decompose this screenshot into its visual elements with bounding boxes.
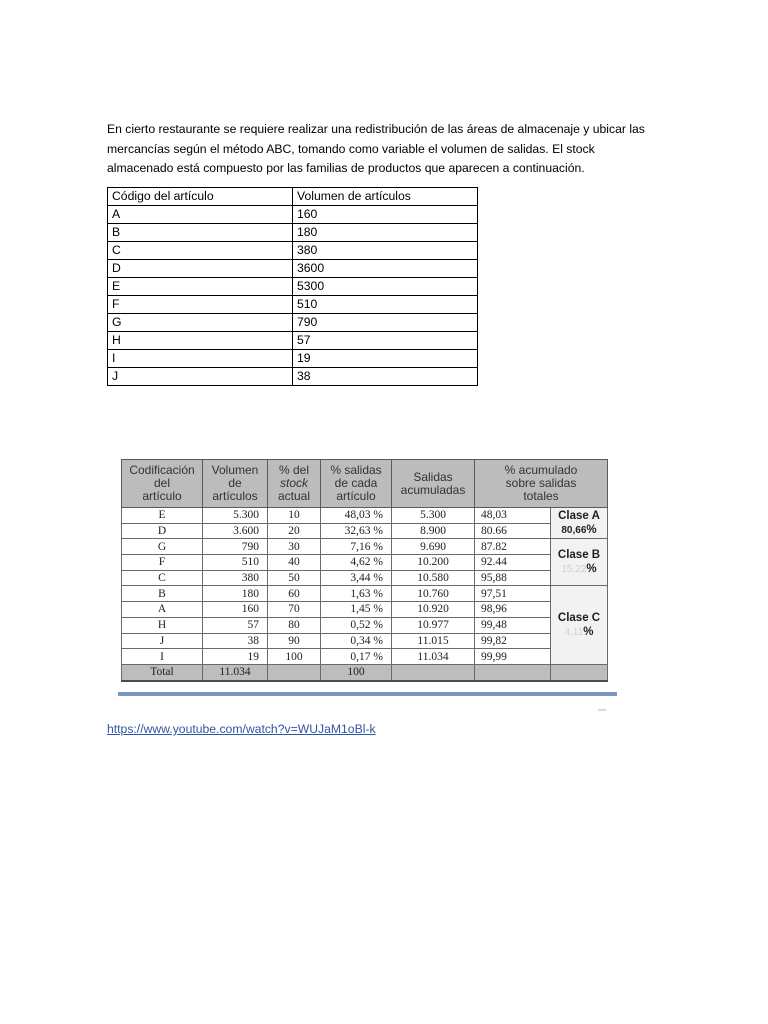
- class-b-cell: [551, 539, 608, 586]
- total-stock-cell: [268, 664, 321, 680]
- products-table-row: [108, 296, 478, 314]
- cum-outputs-cell: 9.690: [392, 539, 475, 555]
- code-cell: D: [122, 523, 203, 539]
- code-cell: G: [122, 539, 203, 555]
- products-table-row: [108, 224, 478, 242]
- cum-outputs-cell: 10.760: [392, 586, 475, 602]
- stock-cell: 70: [268, 602, 321, 618]
- abc-header-stock: % del stock actual: [268, 460, 321, 508]
- class-a-percent: 80,66: [561, 524, 587, 536]
- cum-pct-cell: 95,88: [475, 570, 551, 586]
- cum-outputs-cell: 10.920: [392, 602, 475, 618]
- pct-outputs-cell: 1,63 %: [321, 586, 392, 602]
- product-volume-cell: 57: [293, 332, 478, 350]
- products-table-row: [108, 242, 478, 260]
- pct-outputs-cell: 48,03 %: [321, 508, 392, 524]
- total-code-cell: Total: [122, 664, 203, 680]
- abc-table-row: [122, 617, 608, 633]
- cum-pct-cell: 98,96: [475, 602, 551, 618]
- cum-pct-cell: 99,48: [475, 617, 551, 633]
- class-c-name: Clase C: [557, 611, 601, 624]
- pct-outputs-cell: 0,34 %: [321, 633, 392, 649]
- products-table-row: [108, 260, 478, 278]
- product-code-cell: F: [108, 296, 293, 314]
- product-code-cell: I: [108, 350, 293, 368]
- code-cell: C: [122, 570, 203, 586]
- cum-pct-cell: 92.44: [475, 555, 551, 571]
- cum-pct-cell: 80.66: [475, 523, 551, 539]
- products-table-row: [108, 278, 478, 296]
- volume-cell: 380: [203, 570, 268, 586]
- total-volume-cell: 11.034: [203, 664, 268, 680]
- code-cell: J: [122, 633, 203, 649]
- product-code-cell: D: [108, 260, 293, 278]
- products-table-header: [108, 188, 478, 206]
- abc-table-row: [122, 586, 608, 602]
- code-cell: I: [122, 649, 203, 665]
- header-code: Código del artículo: [108, 188, 293, 206]
- code-cell: E: [122, 508, 203, 524]
- products-table: [107, 187, 478, 386]
- abc-total-row: [122, 664, 608, 680]
- pct-outputs-cell: 3,44 %: [321, 570, 392, 586]
- product-code-cell: C: [108, 242, 293, 260]
- volume-cell: 160: [203, 602, 268, 618]
- abc-analysis-table: [121, 459, 608, 682]
- code-cell: H: [122, 617, 203, 633]
- stock-cell: 40: [268, 555, 321, 571]
- class-a-unit: %: [586, 523, 597, 536]
- cum-outputs-cell: 11.034: [392, 649, 475, 665]
- abc-table-row: [122, 508, 608, 524]
- total-pct-outputs-cell: 100: [321, 664, 392, 680]
- abc-table-row: [122, 602, 608, 618]
- abc-table-row: [122, 633, 608, 649]
- products-table-row: [108, 368, 478, 386]
- stock-cell: 100: [268, 649, 321, 665]
- abc-table-row: [122, 523, 608, 539]
- abc-analysis-image: [118, 457, 617, 713]
- product-code-cell: B: [108, 224, 293, 242]
- product-code-cell: G: [108, 314, 293, 332]
- cum-pct-cell: 87.82: [475, 539, 551, 555]
- product-volume-cell: 19: [293, 350, 478, 368]
- volume-cell: 5.300: [203, 508, 268, 524]
- stock-cell: 50: [268, 570, 321, 586]
- product-volume-cell: 160: [293, 206, 478, 224]
- cum-outputs-cell: 5.300: [392, 508, 475, 524]
- cum-pct-cell: 97,51: [475, 586, 551, 602]
- intro-line-1: En cierto restaurante se requiere realizar una redistribución de las áreas de almacenaje y ubicar las: [107, 122, 645, 136]
- class-b-unit: %: [586, 562, 597, 575]
- volume-cell: 510: [203, 555, 268, 571]
- code-cell: F: [122, 555, 203, 571]
- cum-outputs-cell: 10.200: [392, 555, 475, 571]
- code-cell: B: [122, 586, 203, 602]
- cum-pct-cell: 99,82: [475, 633, 551, 649]
- stock-cell: 60: [268, 586, 321, 602]
- abc-header-volume: Volumen de artículos: [203, 460, 268, 508]
- stock-cell: 20: [268, 523, 321, 539]
- code-cell: A: [122, 602, 203, 618]
- abc-header-cum-pct: % acumulado sobre salidas totales: [475, 460, 608, 508]
- abc-table-row: [122, 570, 608, 586]
- class-c-percent: 4,11: [564, 626, 584, 638]
- total-cum-outputs-cell: [392, 664, 475, 680]
- abc-table-row: [122, 555, 608, 571]
- stock-cell: 90: [268, 633, 321, 649]
- pct-outputs-cell: 0,17 %: [321, 649, 392, 665]
- abc-table-row: [122, 649, 608, 665]
- pct-outputs-cell: 4,62 %: [321, 555, 392, 571]
- cum-outputs-cell: 10.580: [392, 570, 475, 586]
- intro-paragraph: [107, 120, 667, 179]
- class-c-cell: [551, 586, 608, 664]
- product-volume-cell: 380: [293, 242, 478, 260]
- abc-table-row: [122, 539, 608, 555]
- scan-bottom-bar: [118, 692, 617, 696]
- product-volume-cell: 3600: [293, 260, 478, 278]
- product-code-cell: A: [108, 206, 293, 224]
- product-volume-cell: 38: [293, 368, 478, 386]
- abc-header-code: Codificación del artículo: [122, 460, 203, 508]
- volume-cell: 38: [203, 633, 268, 649]
- products-table-row: [108, 206, 478, 224]
- product-volume-cell: 510: [293, 296, 478, 314]
- abc-header-row: [122, 460, 608, 508]
- stock-cell: 10: [268, 508, 321, 524]
- total-class-cell: [551, 664, 608, 680]
- class-a-cell: [551, 508, 608, 539]
- pct-outputs-cell: 0,52 %: [321, 617, 392, 633]
- cum-pct-cell: 48,03: [475, 508, 551, 524]
- stock-cell: 80: [268, 617, 321, 633]
- total-cum-pct-cell: [475, 664, 551, 680]
- volume-cell: 180: [203, 586, 268, 602]
- product-volume-cell: 790: [293, 314, 478, 332]
- volume-cell: 57: [203, 617, 268, 633]
- header-volume: Volumen de artículos: [293, 188, 478, 206]
- products-table-row: [108, 314, 478, 332]
- youtube-link[interactable]: https://www.youtube.com/watch?v=WUJaM1oBl-k: [107, 722, 376, 736]
- class-c-unit: %: [583, 625, 594, 638]
- volume-cell: 19: [203, 649, 268, 665]
- abc-header-cum-outputs: Salidas acumuladas: [392, 460, 475, 508]
- pct-outputs-cell: 7,16 %: [321, 539, 392, 555]
- pct-outputs-cell: 1,45 %: [321, 602, 392, 618]
- stock-cell: 30: [268, 539, 321, 555]
- scan-mark: [598, 709, 606, 711]
- volume-cell: 3.600: [203, 523, 268, 539]
- class-b-percent: 15,22: [561, 563, 587, 575]
- pct-outputs-cell: 32,63 %: [321, 523, 392, 539]
- products-table-row: [108, 332, 478, 350]
- abc-header-pct-outputs: % salidas de cada artículo: [321, 460, 392, 508]
- class-b-name: Clase B: [557, 548, 601, 561]
- product-volume-cell: 5300: [293, 278, 478, 296]
- product-code-cell: J: [108, 368, 293, 386]
- class-a-name: Clase A: [558, 509, 600, 522]
- cum-outputs-cell: 10.977: [392, 617, 475, 633]
- product-code-cell: E: [108, 278, 293, 296]
- intro-line-2: mercancías según el método ABC, tomando como variable el volumen de salidas. El stock: [107, 141, 595, 156]
- product-code-cell: H: [108, 332, 293, 350]
- cum-pct-cell: 99,99: [475, 649, 551, 665]
- cum-outputs-cell: 8.900: [392, 523, 475, 539]
- cum-outputs-cell: 11.015: [392, 633, 475, 649]
- intro-line-3: almacenado está compuesto por las familias de productos que aparecen a continuación.: [107, 161, 585, 175]
- products-table-row: [108, 350, 478, 368]
- product-volume-cell: 180: [293, 224, 478, 242]
- volume-cell: 790: [203, 539, 268, 555]
